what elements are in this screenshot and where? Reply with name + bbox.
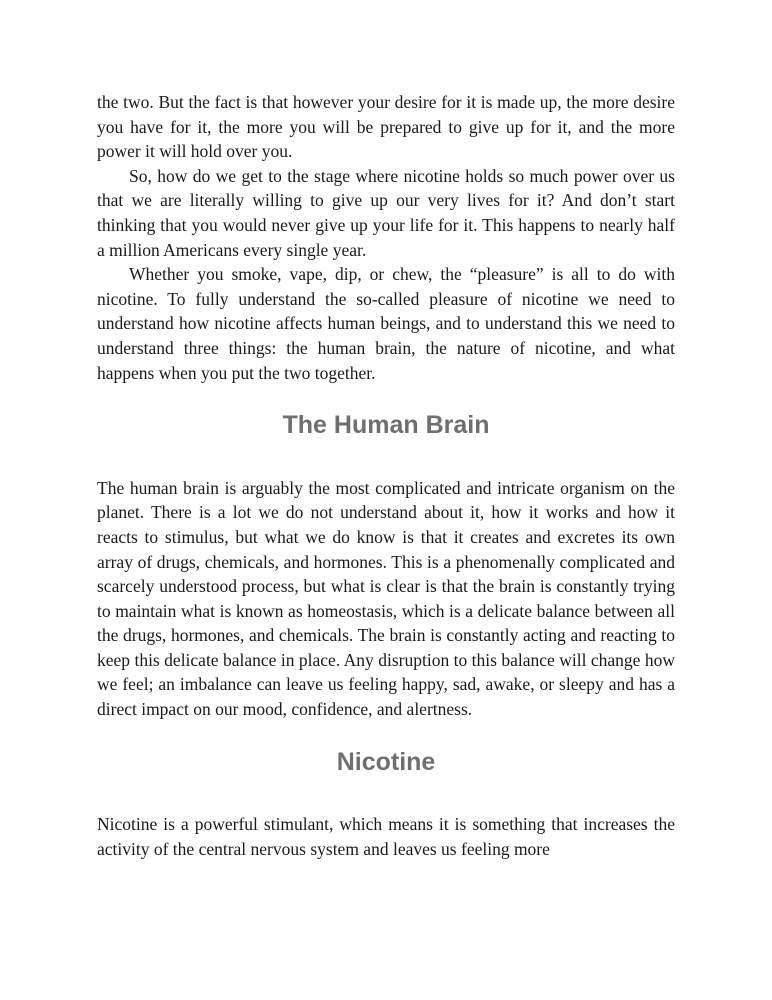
- paragraph-nicotine: Nicotine is a powerful stimulant, which means it is something that increases the activity of the central nervous system and leaves us feeling more: [97, 814, 675, 859]
- page-content: [97, 90, 675, 861]
- heading-nicotine: Nicotine: [336, 747, 436, 776]
- paragraph-intro-1: the two. But the fact is that however your desire for it is made up, the more desire you have for it, the more you will be prepared to give up for it, and the more power it will hold over you.: [97, 92, 675, 162]
- paragraph-intro-2: So, how do we get to the stage where nicotine holds so much power over us that we are literally willing to give up our very lives for it? And don’t start thinking that you would never give up your life for it. This happens to nearly half a million Americans every single year.: [97, 165, 675, 260]
- heading-human-brain: The Human Brain: [282, 411, 490, 440]
- paragraph-human-brain: The human brain is arguably the most complicated and intricate organism on the planet. There is a lot we do not understand about it, how it works and how it reacts to stimulus, but what we do know is that it creates and excretes its own array of drugs, chemicals, and hormones. This is a phenomenally complicated and scarcely understood process, but what is clear is that the brain is constantly trying to maintain what is known as homeostasis, which is a delicate balance between all the drugs, hormones, and chemicals. The brain is constantly acting and reacting to keep this delicate balance in place. Any disruption to this balance will change how we feel; an imbalance can leave us feeling happy, sad, awake, or sleepy and has a direct impact on our mood, confidence, and alertness.: [97, 477, 675, 720]
- paragraph-intro-3: Whether you smoke, vape, dip, or chew, the “pleasure” is all to do with nicotine. To fully understand the so-called pleasure of nicotine we need to understand how nicotine affects human beings, and to understand this we need to understand three things: the human brain, the nature of nicotine, and what happens when you put the two together.: [97, 264, 675, 383]
